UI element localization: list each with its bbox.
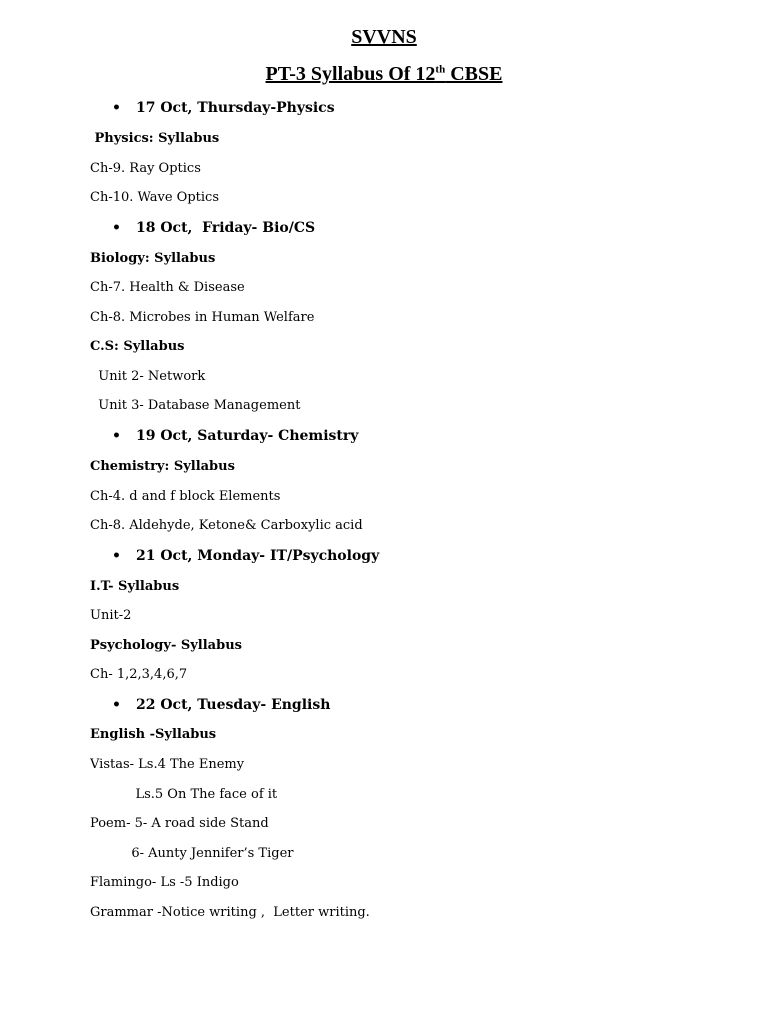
syllabus-item: Ls.5 On The face of it xyxy=(90,787,278,802)
subject-heading: Physics: Syllabus xyxy=(90,131,220,146)
subject-heading: C.S: Syllabus xyxy=(90,339,185,354)
syllabus-item: Ch-9. Ray Optics xyxy=(90,161,201,176)
syllabus-item: Poem- 5- A road side Stand xyxy=(90,816,269,831)
subject-heading: Biology: Syllabus xyxy=(90,251,216,266)
syllabus-item: 6- Aunty Jennifer’s Tiger xyxy=(90,846,294,861)
page-title xyxy=(0,62,768,86)
syllabus-item: Flamingo- Ls -5 Indigo xyxy=(90,875,239,890)
bullet-icon: • xyxy=(112,428,121,444)
exam-date-label: 19 Oct, Saturday- Chemistry xyxy=(136,428,359,444)
syllabus-item: Unit 3- Database Management xyxy=(90,398,301,413)
syllabus-item: Unit 2- Network xyxy=(90,369,206,384)
syllabus-item: Unit-2 xyxy=(90,608,132,623)
exam-date-label: 22 Oct, Tuesday- English xyxy=(136,697,331,713)
subject-heading: Psychology- Syllabus xyxy=(90,638,242,653)
school-name: SVVNS xyxy=(351,26,417,48)
exam-date-label: 17 Oct, Thursday-Physics xyxy=(136,100,335,116)
syllabus-item: Ch-10. Wave Optics xyxy=(90,190,219,205)
syllabus-item: Vistas- Ls.4 The Enemy xyxy=(90,757,245,772)
bullet-icon: • xyxy=(112,100,121,116)
syllabus-item: Ch-4. d and f block Elements xyxy=(90,489,281,504)
exam-date-label: 18 Oct, Friday- Bio/CS xyxy=(136,220,316,236)
syllabus-item: Ch-8. Microbes in Human Welfare xyxy=(90,310,315,325)
subject-heading: Chemistry: Syllabus xyxy=(90,459,235,474)
exam-date-label: 21 Oct, Monday- IT/Psychology xyxy=(136,548,380,564)
syllabus-item: Ch- 1,2,3,4,6,7 xyxy=(90,667,188,682)
syllabus-item: Ch-7. Health & Disease xyxy=(90,280,245,295)
bullet-icon: • xyxy=(112,697,121,713)
subject-heading: I.T- Syllabus xyxy=(90,579,180,594)
bullet-icon: • xyxy=(112,548,121,564)
title-superscript: th xyxy=(435,63,446,76)
subject-heading: English -Syllabus xyxy=(90,727,217,742)
syllabus-item: Grammar -Notice writing , Letter writing. xyxy=(90,905,370,920)
syllabus-item: Ch-8. Aldehyde, Ketone& Carboxylic acid xyxy=(90,518,363,533)
bullet-icon: • xyxy=(112,220,121,236)
title-main: PT-3 Syllabus Of 12 xyxy=(265,63,436,85)
title-tail: CBSE xyxy=(445,63,503,85)
